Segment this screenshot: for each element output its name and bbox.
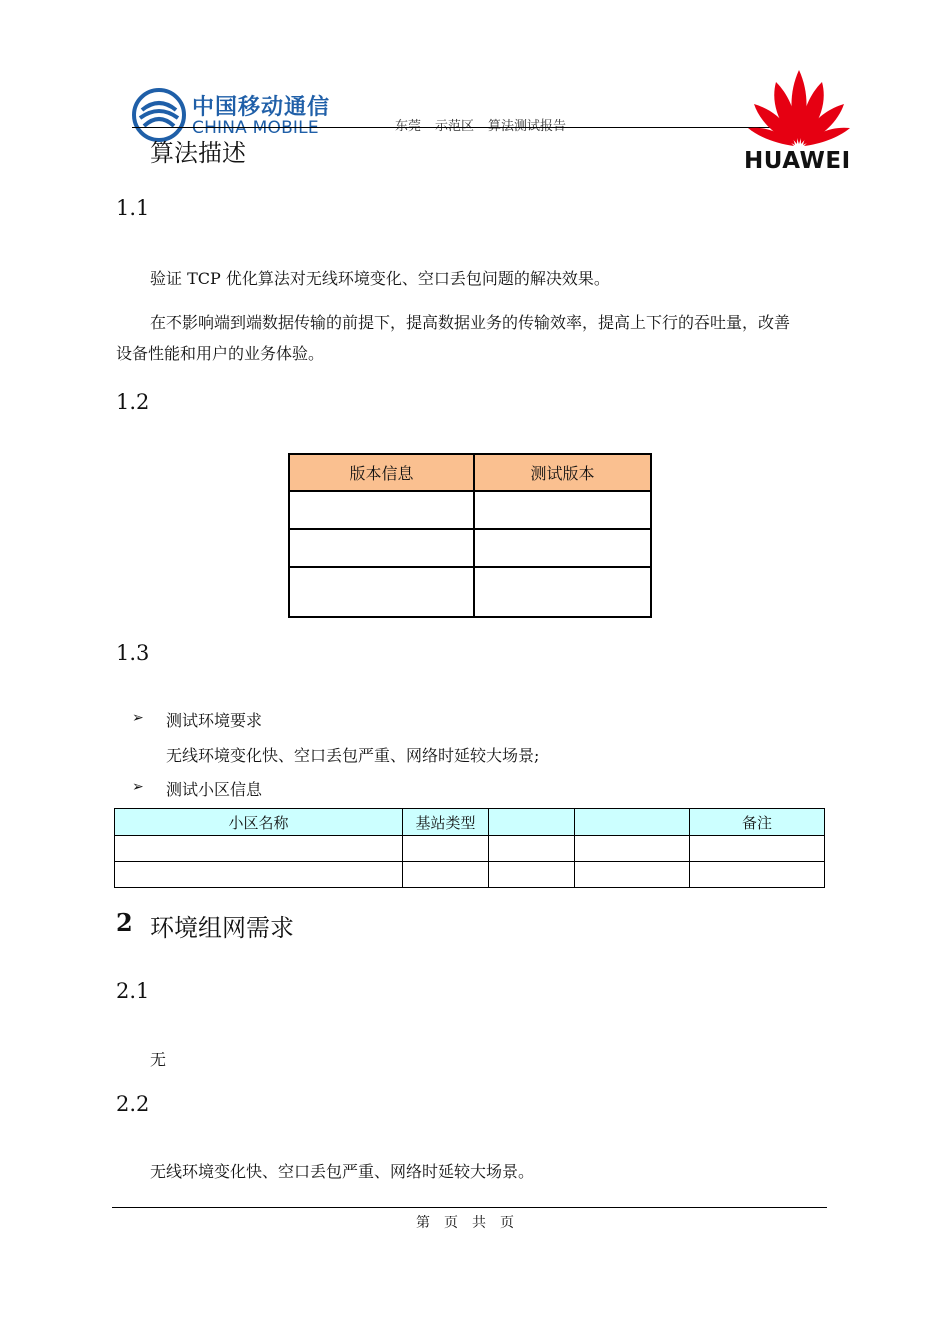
version-table-header-row bbox=[289, 454, 651, 491]
china-mobile-en-text: CHINA MOBILE bbox=[192, 118, 319, 138]
section-1-3-number: 1.3 bbox=[116, 641, 150, 665]
table-row bbox=[115, 836, 825, 862]
section-1-2-number: 1.2 bbox=[116, 390, 150, 414]
bullet-arrow-icon: ➢ bbox=[132, 710, 144, 726]
header-report: 算法测试报告 bbox=[488, 119, 567, 134]
s1-1-para1: 验证 TCP 优化算法对无线环境变化、空口丢包问题的解决效果。 bbox=[150, 269, 610, 288]
footer-di: 第 bbox=[416, 1215, 430, 1231]
header-city: 东莞 bbox=[395, 119, 422, 134]
section-1-title: 算法描述 bbox=[150, 139, 246, 167]
section-2-title: 环境组网需求 bbox=[150, 914, 294, 942]
footer-ye: 页 bbox=[444, 1215, 458, 1231]
table-row bbox=[115, 862, 825, 888]
env-requirements-text: 无线环境变化快、空口丢包严重、网络时延较大场景; bbox=[166, 746, 540, 765]
china-mobile-cn-text: 中国移动通信 bbox=[192, 95, 331, 120]
huawei-wordmark: HUAWEI bbox=[744, 148, 851, 174]
page-footer bbox=[416, 1212, 528, 1232]
footer-ye2: 页 bbox=[500, 1215, 514, 1231]
table-row bbox=[289, 491, 651, 529]
cell-table-header-row bbox=[115, 809, 825, 836]
s1-1-para2-line2: 设备性能和用户的业务体验。 bbox=[116, 344, 325, 363]
bullet-arrow-icon: ➢ bbox=[132, 779, 144, 795]
bs-type-header: 基站类型 bbox=[403, 809, 489, 836]
section-2-2-number: 2.2 bbox=[116, 1092, 150, 1116]
section-2-1-number: 2.1 bbox=[116, 979, 150, 1003]
bullet-cell-info: 测试小区信息 bbox=[166, 780, 263, 799]
footer-gong: 共 bbox=[472, 1215, 486, 1231]
huawei-petals-icon bbox=[742, 64, 857, 148]
version-info-header: 版本信息 bbox=[289, 454, 474, 491]
test-version-header: 测试版本 bbox=[474, 454, 651, 491]
section-2-number: 2 bbox=[116, 908, 133, 937]
version-table bbox=[288, 453, 652, 618]
blank-header-1 bbox=[489, 809, 575, 836]
cell-name-header: 小区名称 bbox=[115, 809, 403, 836]
cell-info-table bbox=[114, 808, 825, 888]
footer-rule bbox=[112, 1207, 827, 1208]
table-row bbox=[289, 529, 651, 567]
section-1-1-number: 1.1 bbox=[116, 196, 150, 220]
huawei-logo bbox=[742, 64, 857, 176]
s2-1-text: 无 bbox=[150, 1050, 167, 1069]
header-title bbox=[395, 115, 580, 134]
s2-2-text: 无线环境变化快、空口丢包严重、网络时延较大场景。 bbox=[150, 1162, 535, 1181]
table-row bbox=[289, 567, 651, 617]
header-zone: 示范区 bbox=[435, 119, 475, 134]
bullet-env-requirements: 测试环境要求 bbox=[166, 711, 263, 730]
remarks-header: 备注 bbox=[690, 809, 825, 836]
s1-1-para2-line1: 在不影响端到端数据传输的前提下，提高数据业务的传输效率，提高上下行的吞吐量，改善 bbox=[150, 313, 791, 332]
blank-header-2 bbox=[575, 809, 690, 836]
header-rule bbox=[132, 127, 807, 128]
